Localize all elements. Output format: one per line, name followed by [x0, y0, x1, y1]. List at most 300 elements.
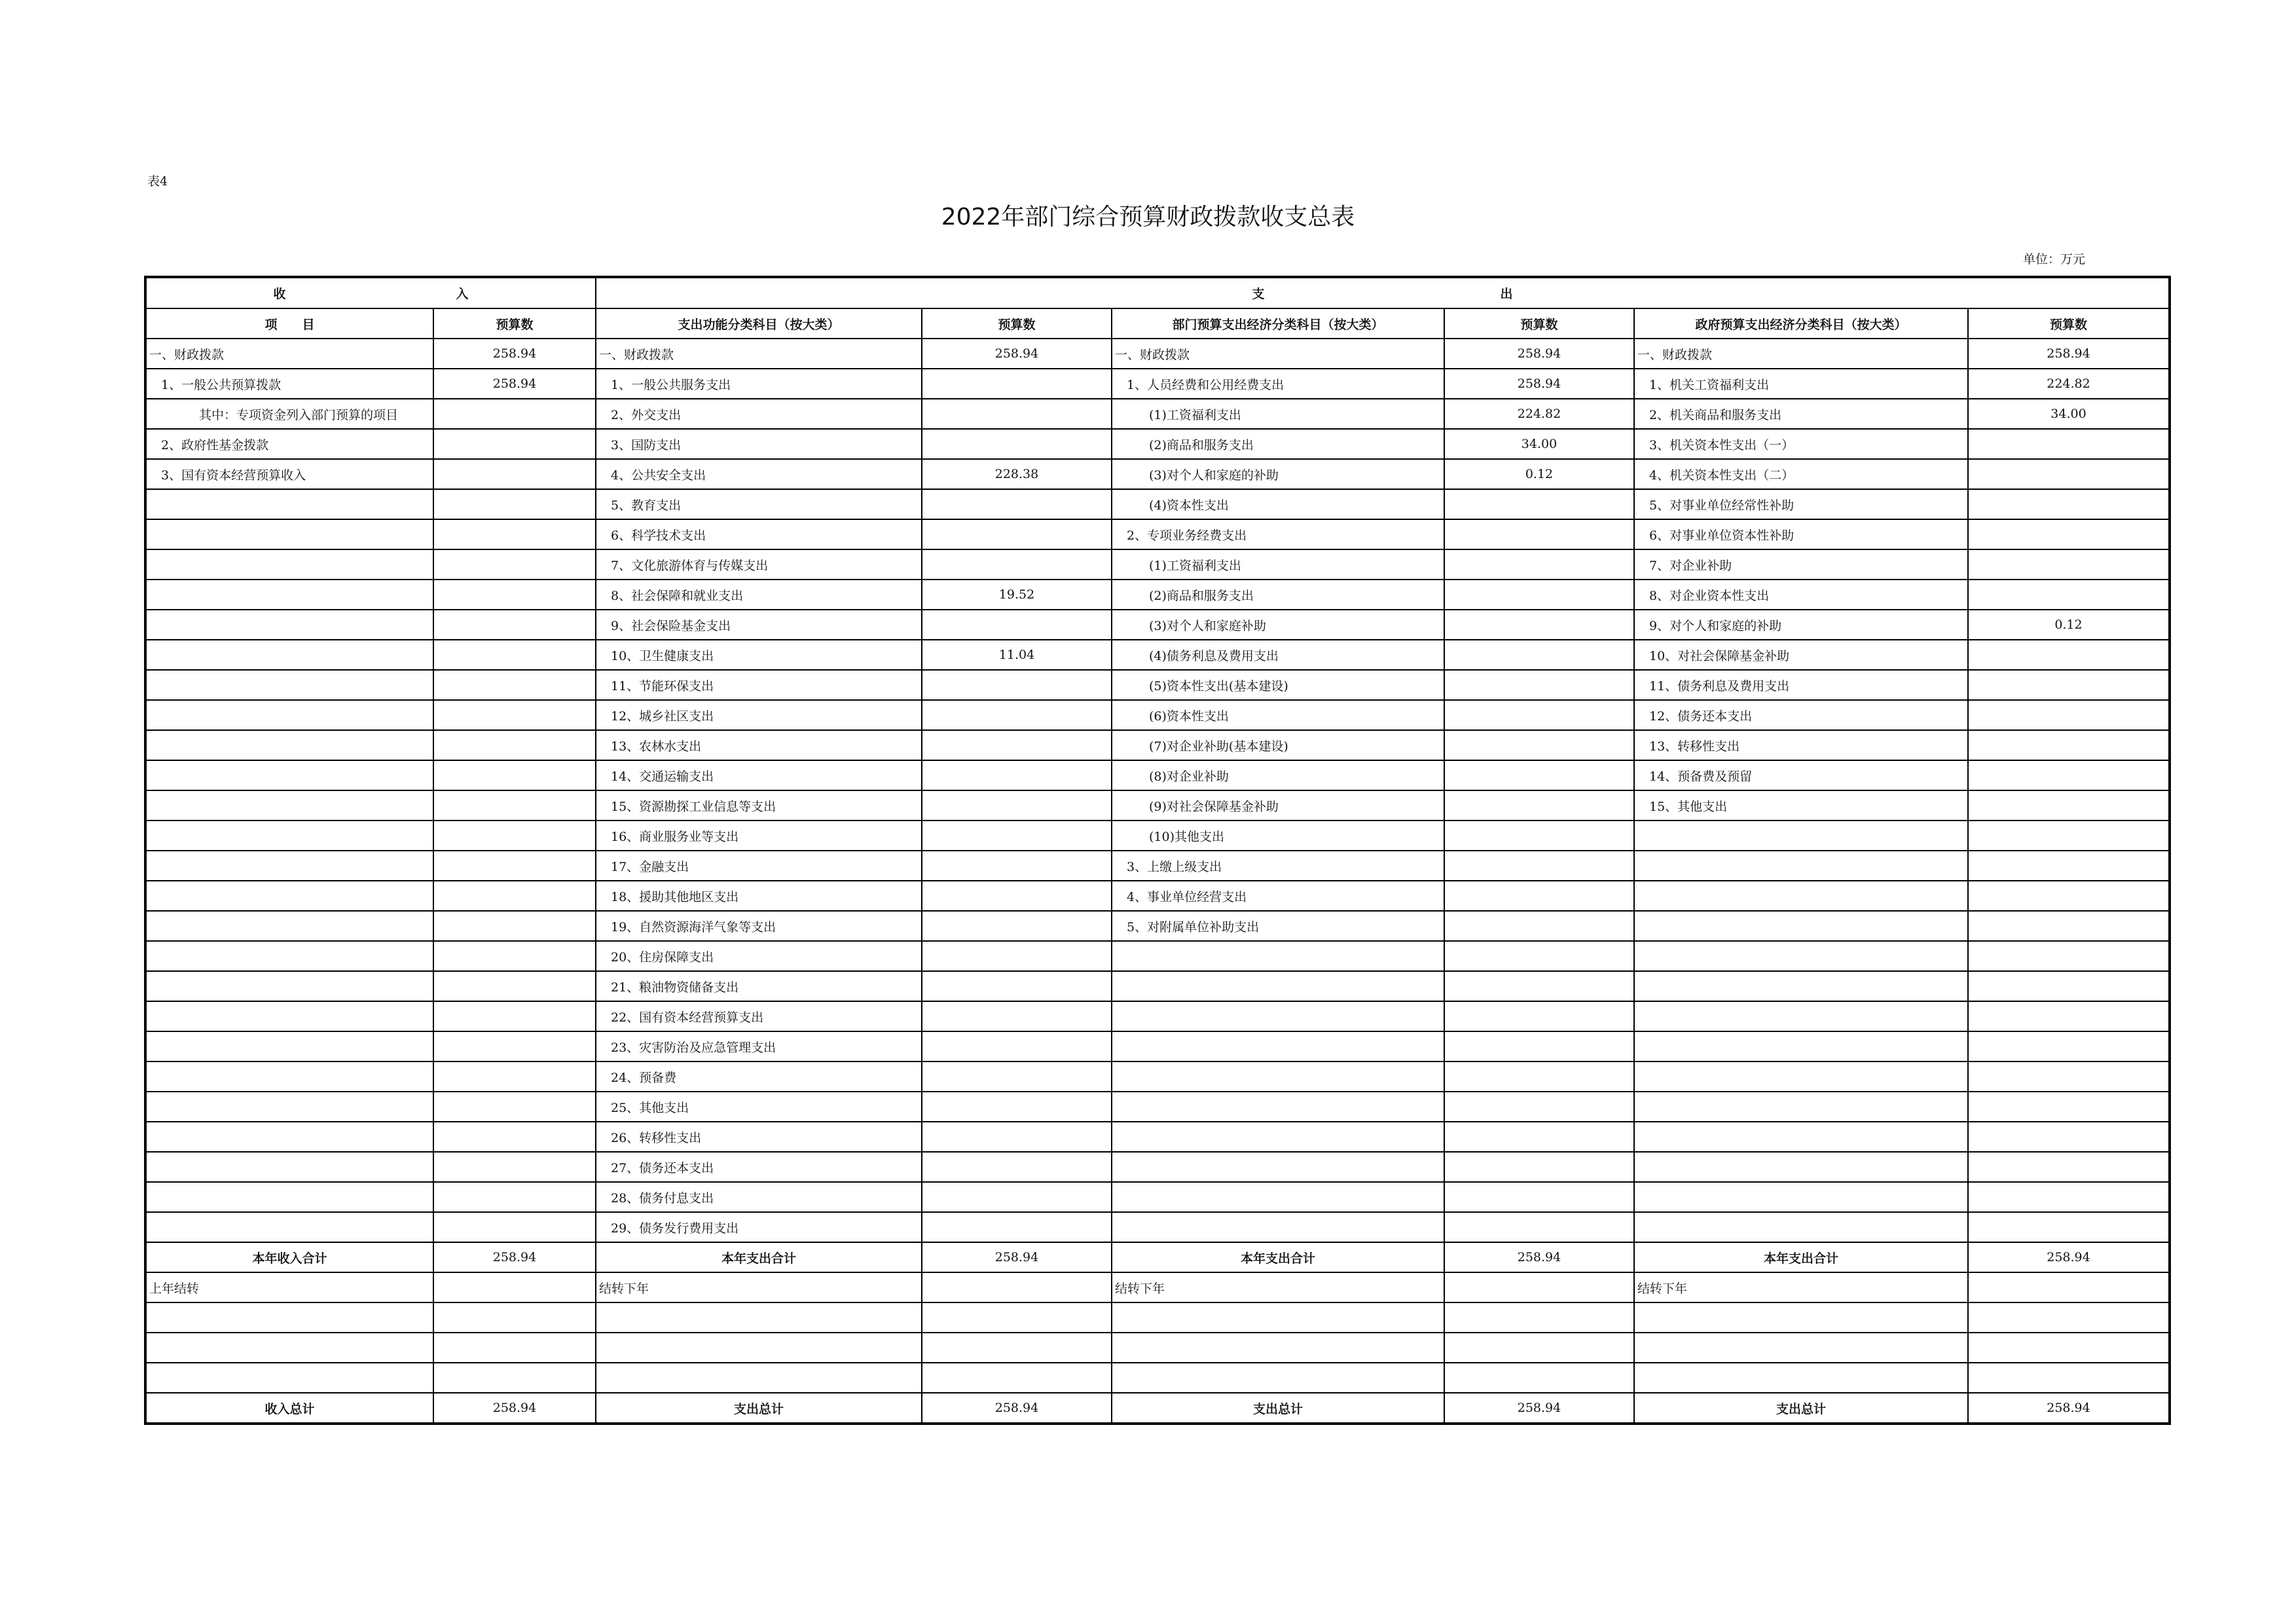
- amount-cell: [433, 730, 596, 760]
- item-cell: 1、机关工资福利支出: [1634, 369, 1968, 399]
- item-cell: [1634, 1092, 1968, 1122]
- empty-cell: [1112, 1302, 1444, 1333]
- table-row: [145, 1122, 2170, 1152]
- item-cell: 28、债务付息支出: [596, 1182, 922, 1212]
- table-row: [145, 1092, 2170, 1122]
- item-cell: [1634, 911, 1968, 941]
- item-cell: 6、科学技术支出: [596, 519, 922, 549]
- empty-cell: [1968, 1302, 2170, 1333]
- item-cell: 一、财政拨款: [1112, 339, 1444, 369]
- item-cell: [1634, 1122, 1968, 1152]
- item-cell: [1112, 1061, 1444, 1092]
- item-cell: 一、财政拨款: [1634, 339, 1968, 369]
- item-cell: 一、财政拨款: [596, 339, 922, 369]
- carryover-label: 结转下年: [1634, 1272, 1968, 1302]
- empty-cell: [1444, 1302, 1634, 1333]
- item-cell: [1634, 971, 1968, 1001]
- income-header: 收 入: [145, 277, 596, 308]
- item-cell: 18、援助其他地区支出: [596, 881, 922, 911]
- amount-cell: [922, 429, 1112, 459]
- amount-cell: [922, 670, 1112, 700]
- amount-cell: [1444, 549, 1634, 580]
- amount-cell: [433, 1122, 596, 1152]
- table-row: [145, 369, 2170, 399]
- item-cell: [1112, 1212, 1444, 1242]
- total-amount: 258.94: [922, 1393, 1112, 1424]
- item-cell: [145, 610, 433, 640]
- empty-cell: [596, 1333, 922, 1363]
- subtotal-label: 本年支出合计: [1112, 1242, 1444, 1272]
- col-dept-economic: 部门预算支出经济分类科目（按大类）: [1112, 308, 1444, 339]
- item-cell: 4、公共安全支出: [596, 459, 922, 489]
- amount-cell: [433, 760, 596, 790]
- empty-cell: [1634, 1333, 1968, 1363]
- empty-cell: [922, 1363, 1112, 1393]
- amount-cell: [433, 1272, 596, 1302]
- table-row: [145, 549, 2170, 580]
- amount-cell: [1444, 941, 1634, 971]
- amount-cell: [1444, 700, 1634, 730]
- amount-cell: [922, 851, 1112, 881]
- item-cell: [145, 1031, 433, 1061]
- item-cell: [1112, 1001, 1444, 1031]
- amount-cell: [1968, 971, 2170, 1001]
- amount-cell: [1444, 851, 1634, 881]
- item-cell: 其中：专项资金列入部门预算的项目: [145, 399, 433, 429]
- amount-cell: 19.52: [922, 580, 1112, 610]
- amount-cell: [1444, 1152, 1634, 1182]
- item-cell: [1634, 1212, 1968, 1242]
- item-cell: [145, 549, 433, 580]
- table-row: [145, 1031, 2170, 1061]
- amount-cell: [433, 1152, 596, 1182]
- table-row: [145, 790, 2170, 821]
- item-cell: (3)对个人和家庭补助: [1112, 610, 1444, 640]
- item-cell: [1112, 1031, 1444, 1061]
- amount-cell: [433, 941, 596, 971]
- budget-summary-table: [144, 276, 2171, 1425]
- amount-cell: [433, 1182, 596, 1212]
- item-cell: (4)债务利息及费用支出: [1112, 640, 1444, 670]
- item-cell: (4)资本性支出: [1112, 489, 1444, 519]
- table-row: [145, 700, 2170, 730]
- item-cell: 17、金融支出: [596, 851, 922, 881]
- amount-cell: [1444, 1061, 1634, 1092]
- item-cell: 10、对社会保障基金补助: [1634, 640, 1968, 670]
- item-cell: 26、转移性支出: [596, 1122, 922, 1152]
- item-cell: 19、自然资源海洋气象等支出: [596, 911, 922, 941]
- amount-cell: [1968, 1272, 2170, 1302]
- amount-cell: [433, 700, 596, 730]
- item-cell: [145, 580, 433, 610]
- amount-cell: [1968, 1031, 2170, 1061]
- amount-cell: [922, 911, 1112, 941]
- item-cell: 4、机关资本性支出（二）: [1634, 459, 1968, 489]
- amount-cell: [1968, 459, 2170, 489]
- table-number: 表4: [147, 174, 168, 189]
- col-dept-budget: 预算数: [1444, 308, 1634, 339]
- amount-cell: [433, 911, 596, 941]
- item-cell: 3、上缴上级支出: [1112, 851, 1444, 881]
- item-cell: [145, 851, 433, 881]
- col-functional-budget: 预算数: [922, 308, 1112, 339]
- amount-cell: [922, 1272, 1112, 1302]
- table-row: [145, 971, 2170, 1001]
- item-cell: [145, 1092, 433, 1122]
- amount-cell: [922, 971, 1112, 1001]
- item-cell: 1、一般公共预算拨款: [145, 369, 433, 399]
- item-cell: 15、资源勘探工业信息等支出: [596, 790, 922, 821]
- item-cell: [1634, 1001, 1968, 1031]
- empty-cell: [922, 1302, 1112, 1333]
- item-cell: 2、政府性基金拨款: [145, 429, 433, 459]
- item-cell: (8)对企业补助: [1112, 760, 1444, 790]
- amount-cell: [433, 1092, 596, 1122]
- amount-cell: [433, 459, 596, 489]
- empty-cell: [1112, 1333, 1444, 1363]
- item-cell: 10、卫生健康支出: [596, 640, 922, 670]
- table-row: [145, 339, 2170, 369]
- col-gov-economic: 政府预算支出经济分类科目（按大类）: [1634, 308, 1968, 339]
- item-cell: 24、预备费: [596, 1061, 922, 1092]
- item-cell: [1634, 1152, 1968, 1182]
- amount-cell: [922, 790, 1112, 821]
- amount-cell: [433, 790, 596, 821]
- amount-cell: [1444, 519, 1634, 549]
- amount-cell: [1968, 1061, 2170, 1092]
- item-cell: [145, 1122, 433, 1152]
- item-cell: 4、事业单位经营支出: [1112, 881, 1444, 911]
- item-cell: (1)工资福利支出: [1112, 399, 1444, 429]
- amount-cell: [1968, 670, 2170, 700]
- col-item: 项 目: [145, 308, 433, 339]
- amount-cell: [433, 519, 596, 549]
- amount-cell: [1444, 1182, 1634, 1212]
- amount-cell: 258.94: [922, 339, 1112, 369]
- amount-cell: 0.12: [1444, 459, 1634, 489]
- item-cell: [1112, 941, 1444, 971]
- item-cell: [145, 640, 433, 670]
- amount-cell: [922, 1061, 1112, 1092]
- empty-cell: [1444, 1363, 1634, 1393]
- amount-cell: [922, 941, 1112, 971]
- amount-cell: [1968, 549, 2170, 580]
- amount-cell: [1968, 790, 2170, 821]
- amount-cell: [922, 519, 1112, 549]
- amount-cell: 258.94: [1444, 369, 1634, 399]
- amount-cell: [1968, 489, 2170, 519]
- empty-cell: [1634, 1302, 1968, 1333]
- amount-cell: [1444, 790, 1634, 821]
- table-row: [145, 1061, 2170, 1092]
- blank-row: [145, 1363, 2170, 1393]
- item-cell: 21、粮油物资储备支出: [596, 971, 922, 1001]
- item-cell: [1634, 821, 1968, 851]
- amount-cell: [922, 1212, 1112, 1242]
- amount-cell: [433, 610, 596, 640]
- amount-cell: [433, 549, 596, 580]
- unit-label: 单位：万元: [2023, 252, 2086, 267]
- amount-cell: [922, 700, 1112, 730]
- amount-cell: 11.04: [922, 640, 1112, 670]
- page-title: 2022年部门综合预算财政拨款收支总表: [941, 204, 1355, 231]
- amount-cell: [433, 851, 596, 881]
- amount-cell: [922, 730, 1112, 760]
- total-label: 支出总计: [596, 1393, 922, 1424]
- amount-cell: [1444, 1272, 1634, 1302]
- item-cell: [145, 760, 433, 790]
- amount-cell: [433, 429, 596, 459]
- empty-cell: [145, 1302, 433, 1333]
- item-cell: [145, 1001, 433, 1031]
- table-row: [145, 519, 2170, 549]
- total-amount: 258.94: [1968, 1393, 2170, 1424]
- amount-cell: [1968, 760, 2170, 790]
- empty-cell: [433, 1333, 596, 1363]
- amount-cell: [433, 640, 596, 670]
- item-cell: (2)商品和服务支出: [1112, 580, 1444, 610]
- col-functional: 支出功能分类科目（按大类）: [596, 308, 922, 339]
- carryover-label: 结转下年: [596, 1272, 922, 1302]
- amount-cell: [433, 1001, 596, 1031]
- item-cell: 22、国有资本经营预算支出: [596, 1001, 922, 1031]
- amount-cell: [1444, 489, 1634, 519]
- amount-cell: [922, 1122, 1112, 1152]
- table-row: [145, 1152, 2170, 1182]
- empty-cell: [922, 1333, 1112, 1363]
- amount-cell: [1968, 821, 2170, 851]
- amount-cell: [922, 1001, 1112, 1031]
- item-cell: 13、转移性支出: [1634, 730, 1968, 760]
- amount-cell: [433, 1212, 596, 1242]
- carryover-label: 上年结转: [145, 1272, 433, 1302]
- item-cell: 23、灾害防治及应急管理支出: [596, 1031, 922, 1061]
- item-cell: 2、机关商品和服务支出: [1634, 399, 1968, 429]
- item-cell: 3、国有资本经营预算收入: [145, 459, 433, 489]
- amount-cell: [1444, 1092, 1634, 1122]
- item-cell: [1112, 1152, 1444, 1182]
- item-cell: 8、对企业资本性支出: [1634, 580, 1968, 610]
- table-row: [145, 489, 2170, 519]
- item-cell: (3)对个人和家庭的补助: [1112, 459, 1444, 489]
- empty-cell: [1968, 1333, 2170, 1363]
- amount-cell: [1444, 760, 1634, 790]
- amount-cell: [1444, 971, 1634, 1001]
- item-cell: 25、其他支出: [596, 1092, 922, 1122]
- amount-cell: [1968, 1212, 2170, 1242]
- amount-cell: [1968, 1152, 2170, 1182]
- amount-cell: [922, 881, 1112, 911]
- subtotal-label: 本年支出合计: [1634, 1242, 1968, 1272]
- amount-cell: [1968, 730, 2170, 760]
- amount-cell: [1968, 1182, 2170, 1212]
- amount-cell: [433, 881, 596, 911]
- empty-cell: [1634, 1363, 1968, 1393]
- total-label: 支出总计: [1112, 1393, 1444, 1424]
- amount-cell: [1444, 580, 1634, 610]
- item-cell: (10)其他支出: [1112, 821, 1444, 851]
- amount-cell: [433, 971, 596, 1001]
- item-cell: [145, 790, 433, 821]
- item-cell: [145, 519, 433, 549]
- item-cell: 1、人员经费和公用经费支出: [1112, 369, 1444, 399]
- item-cell: (7)对企业补助(基本建设): [1112, 730, 1444, 760]
- item-cell: (1)工资福利支出: [1112, 549, 1444, 580]
- expenditure-header: 支 出: [596, 277, 2170, 308]
- item-cell: [145, 911, 433, 941]
- item-cell: 12、城乡社区支出: [596, 700, 922, 730]
- amount-cell: 34.00: [1968, 399, 2170, 429]
- subtotal-amount: 258.94: [433, 1242, 596, 1272]
- subtotal-amount: 258.94: [1968, 1242, 2170, 1272]
- item-cell: 3、机关资本性支出（一）: [1634, 429, 1968, 459]
- item-cell: [145, 670, 433, 700]
- amount-cell: [433, 489, 596, 519]
- amount-cell: 258.94: [1444, 339, 1634, 369]
- amount-cell: [1968, 1001, 2170, 1031]
- total-amount: 258.94: [433, 1393, 596, 1424]
- table-row: [145, 941, 2170, 971]
- amount-cell: [1444, 640, 1634, 670]
- item-cell: [1112, 1182, 1444, 1212]
- item-cell: [145, 1061, 433, 1092]
- item-cell: 8、社会保障和就业支出: [596, 580, 922, 610]
- item-cell: [145, 1152, 433, 1182]
- empty-cell: [1968, 1363, 2170, 1393]
- carryover-label: 结转下年: [1112, 1272, 1444, 1302]
- amount-cell: [433, 670, 596, 700]
- amount-cell: [922, 821, 1112, 851]
- amount-cell: [433, 1061, 596, 1092]
- amount-cell: [1968, 851, 2170, 881]
- amount-cell: [922, 760, 1112, 790]
- item-cell: 5、教育支出: [596, 489, 922, 519]
- amount-cell: [1968, 941, 2170, 971]
- item-cell: [145, 730, 433, 760]
- item-cell: [145, 700, 433, 730]
- item-cell: [1634, 881, 1968, 911]
- subtotal-amount: 258.94: [1444, 1242, 1634, 1272]
- item-cell: 5、对附属单位补助支出: [1112, 911, 1444, 941]
- col-gov-budget: 预算数: [1968, 308, 2170, 339]
- item-cell: [145, 881, 433, 911]
- item-cell: [145, 971, 433, 1001]
- item-cell: 9、社会保险基金支出: [596, 610, 922, 640]
- subtotal-row: [145, 1242, 2170, 1272]
- amount-cell: [922, 1031, 1112, 1061]
- table-row: [145, 881, 2170, 911]
- item-cell: 11、节能环保支出: [596, 670, 922, 700]
- amount-cell: [1968, 881, 2170, 911]
- amount-cell: [1968, 429, 2170, 459]
- item-cell: 6、对事业单位资本性补助: [1634, 519, 1968, 549]
- amount-cell: [922, 369, 1112, 399]
- item-cell: [145, 1212, 433, 1242]
- table-row: [145, 1001, 2170, 1031]
- item-cell: (5)资本性支出(基本建设): [1112, 670, 1444, 700]
- table-row: [145, 1212, 2170, 1242]
- item-cell: 一、财政拨款: [145, 339, 433, 369]
- table-row: [145, 730, 2170, 760]
- item-cell: 3、国防支出: [596, 429, 922, 459]
- amount-cell: [1968, 519, 2170, 549]
- amount-cell: [1444, 821, 1634, 851]
- subtotal-amount: 258.94: [922, 1242, 1112, 1272]
- amount-cell: [922, 549, 1112, 580]
- amount-cell: [922, 489, 1112, 519]
- item-cell: [145, 941, 433, 971]
- amount-cell: 34.00: [1444, 429, 1634, 459]
- item-cell: 7、对企业补助: [1634, 549, 1968, 580]
- table-row: [145, 1182, 2170, 1212]
- item-cell: [1634, 1061, 1968, 1092]
- item-cell: 12、债务还本支出: [1634, 700, 1968, 730]
- amount-cell: [1444, 1122, 1634, 1152]
- table-row: [145, 760, 2170, 790]
- item-cell: [1112, 1092, 1444, 1122]
- amount-cell: 258.94: [1968, 339, 2170, 369]
- amount-cell: [1968, 911, 2170, 941]
- item-cell: 29、债务发行费用支出: [596, 1212, 922, 1242]
- item-cell: 2、外交支出: [596, 399, 922, 429]
- item-cell: 20、住房保障支出: [596, 941, 922, 971]
- item-cell: (2)商品和服务支出: [1112, 429, 1444, 459]
- item-cell: [1634, 941, 1968, 971]
- item-cell: [145, 1182, 433, 1212]
- table-row: [145, 580, 2170, 610]
- carryover-row: [145, 1272, 2170, 1302]
- amount-cell: [433, 821, 596, 851]
- empty-cell: [145, 1363, 433, 1393]
- header-row-2: [145, 308, 2170, 339]
- item-cell: 16、商业服务业等支出: [596, 821, 922, 851]
- table-row: [145, 610, 2170, 640]
- item-cell: [145, 489, 433, 519]
- blank-row: [145, 1333, 2170, 1363]
- amount-cell: [1444, 881, 1634, 911]
- amount-cell: [922, 610, 1112, 640]
- item-cell: 7、文化旅游体育与传媒支出: [596, 549, 922, 580]
- header-row-1: [145, 277, 2170, 308]
- amount-cell: [1444, 730, 1634, 760]
- table-row: [145, 821, 2170, 851]
- table-row: [145, 670, 2170, 700]
- empty-cell: [596, 1363, 922, 1393]
- item-cell: 14、预备费及预留: [1634, 760, 1968, 790]
- item-cell: [1634, 851, 1968, 881]
- amount-cell: 228.38: [922, 459, 1112, 489]
- subtotal-label: 本年支出合计: [596, 1242, 922, 1272]
- amount-cell: [1444, 1031, 1634, 1061]
- col-income-budget: 预算数: [433, 308, 596, 339]
- amount-cell: [1444, 670, 1634, 700]
- item-cell: 13、农林水支出: [596, 730, 922, 760]
- amount-cell: 224.82: [1444, 399, 1634, 429]
- item-cell: 9、对个人和家庭的补助: [1634, 610, 1968, 640]
- item-cell: [1112, 971, 1444, 1001]
- item-cell: (9)对社会保障基金补助: [1112, 790, 1444, 821]
- amount-cell: [1968, 580, 2170, 610]
- amount-cell: 0.12: [1968, 610, 2170, 640]
- item-cell: 15、其他支出: [1634, 790, 1968, 821]
- empty-cell: [1444, 1333, 1634, 1363]
- item-cell: 14、交通运输支出: [596, 760, 922, 790]
- blank-row: [145, 1302, 2170, 1333]
- amount-cell: [433, 1031, 596, 1061]
- item-cell: [1112, 1122, 1444, 1152]
- table-row: [145, 429, 2170, 459]
- item-cell: (6)资本性支出: [1112, 700, 1444, 730]
